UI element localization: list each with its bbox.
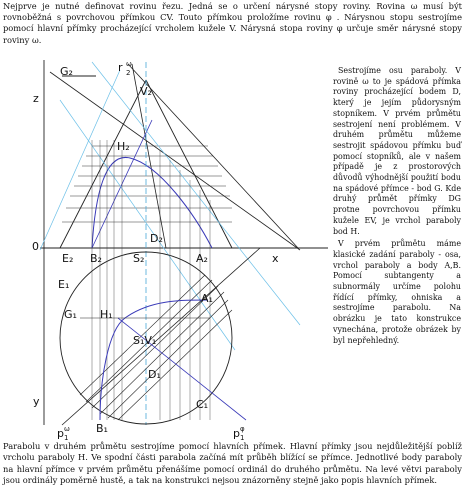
cone-section-figure (0, 57, 330, 440)
label-G2: G₂ (60, 65, 73, 78)
intro-paragraph: Nejprve je nutné definovat rovinu řezu. Jedná se o určení nárysné stopy roviny. Rovina ω musí být rovnoběžná s povrchovou přímkou CV. Touto přímkou proložíme rovinu φ . Nárysnou stopu sestrojíme pomocí hlavní přímky procházející vrcholem kužele V. Nárysná stopa roviny φ určuje směr nárysné stopy roviny ω. (3, 1, 462, 45)
label-origin: 0 (32, 240, 39, 253)
svg-text:φ: φ (240, 425, 245, 433)
principal-lines-front (62, 146, 232, 222)
label-r2-omega (118, 60, 132, 77)
label-A1: A₁ (201, 292, 213, 305)
label-B1: B₁ (96, 422, 108, 435)
label-C1: C₁ (196, 398, 209, 411)
svg-text:p: p (233, 427, 240, 440)
svg-text:2: 2 (126, 69, 131, 77)
svg-text:ω: ω (64, 425, 70, 433)
label-S1V1: S₁V₁ (133, 334, 157, 347)
label-S2: S₂ (133, 252, 145, 265)
side-paragraph-first-projection: V prvém průmětu máme klasické zadání paraboly - osa, vrchol paraboly a body A,B. Pomocí subtangenty a subnormály určíme polohu řídící přímky, ohniska a sestrojíme parabolu. Na obrázku je tato konstrukce vynechána, protože obrázek by byl nepřehledný. (333, 239, 461, 345)
label-D1: D₁ (148, 368, 161, 381)
label-x: x (272, 252, 279, 265)
label-E2: E₂ (62, 252, 74, 265)
svg-text:p: p (57, 427, 64, 440)
label-p1-omega (57, 425, 70, 440)
svg-text:1: 1 (240, 434, 245, 440)
trace-p1-omega (62, 248, 260, 425)
label-H2: H₂ (117, 140, 130, 153)
label-H1: H₁ (100, 308, 113, 321)
svg-text:1: 1 (64, 434, 69, 440)
side-paragraph-axis: Sestrojíme osu paraboly. V rovině ω to je spádová přímka roviny procházející bodem D, který je jejím půdorysným stopníkem. V prvém průmětu sestrojení není problémem. V druhém průmětu můžeme sestrojit spádovou přímku buď pomocí stopníků, ale v našem případě je z prostorových důvodů výhodnější použití bodu na spádové přímce - bod G. Kde druhý průmět přímky DG protne povrchovou přímku kužele EV, je vrchol paraboly bod H. (333, 66, 461, 236)
label-z: z (33, 92, 39, 105)
label-y: y (33, 395, 40, 408)
figure-labels (32, 60, 279, 440)
label-B2: B₂ (90, 252, 102, 265)
outro-paragraph: Parabolu v druhém průmětu sestrojíme pomocí hlavních přímek. Hlavní přímky jsou nejdůležitější poblíž vrcholu paraboly H. Ve spodní části parabola začíná mít průběh blížící se přímce. Jednotlivé body paraboly na hlavní přímce v prvém průmětu přenášíme pomocí ordinál do druhého průmětu. Na levé větvi paraboly jsou ordinály poměrně hustě, a tak na konstrukci nejsou znázorněny stejně jako popis hlavních přímek. (3, 441, 462, 485)
svg-text:ω: ω (126, 60, 132, 68)
label-D2: D₂ (150, 232, 163, 245)
label-G1: G₁ (64, 308, 77, 321)
label-V2: V₂ (140, 85, 152, 98)
side-column-text (333, 66, 461, 346)
label-p1-phi (233, 425, 245, 440)
label-A2: A₂ (196, 252, 208, 265)
svg-text:r: r (118, 61, 123, 74)
label-E1: E₁ (58, 278, 70, 291)
